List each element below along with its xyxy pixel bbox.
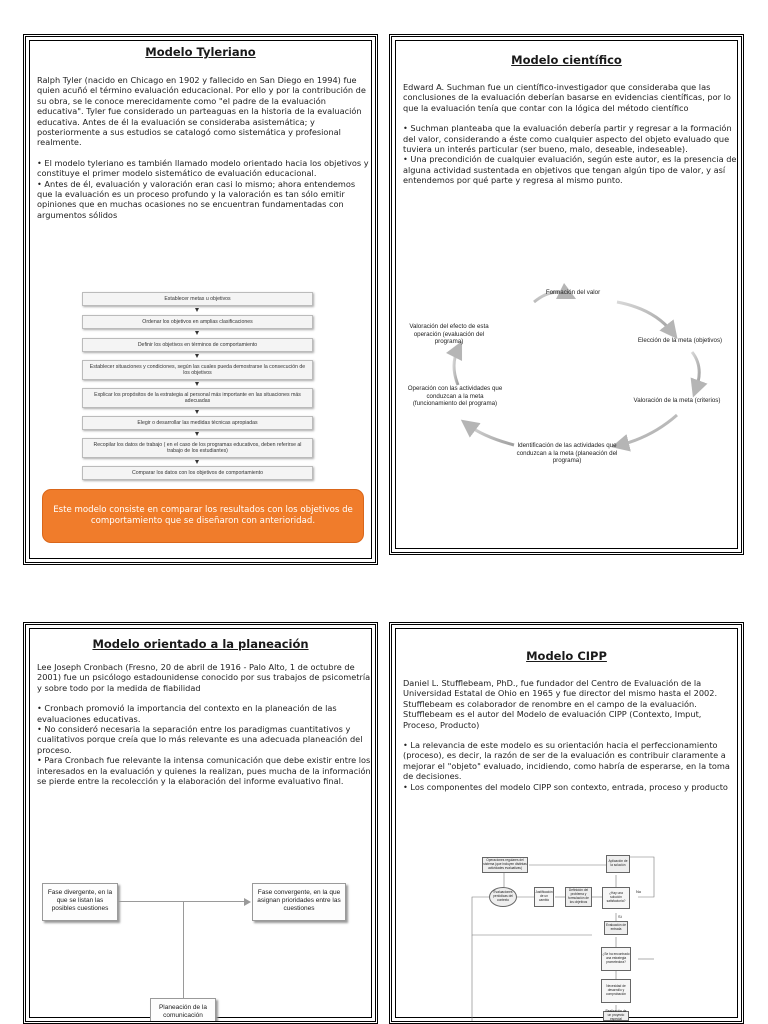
arrow-right-icon [244,898,251,906]
flow-node: Evaluaciones periódicas del contexto [489,887,517,907]
cycle-arrow [468,425,514,445]
cycle-label-left-bottom: Operación con las actividades que conduzcan a la meta (funcionamiento del programa) [407,385,503,408]
bullet-paragraph: • No consideró necesaria la separación entre los paradigmas cuantitativos y cualitativos porque creía que lo más relevante es una adecuada planeación del proceso. [37,724,363,755]
connector-line [118,901,244,902]
step-box: Explicar los propósitos de la estrategia al personal más importante en las situaciones más adecuadas [82,388,313,408]
flow-label-no: No [636,889,642,894]
intro-paragraph: Ralph Tyler (nacido en Chicago en 1902 y fallecido en San Diego en 1994) fue quien acuñó el término evaluación educacional. Por ello y por la contribución de su obra, se le conoce merecidamente como "el padre de la evaluación educativa". Tyler fue considerado un parteaguas en la historia de la evaluación educativa. Antes de él la evaluación se consideraba asistemática; y posteriormente a sus estudios se catalogó como sistemática y profesional realmente. [37,75,366,148]
cycle-arrow [617,302,672,332]
cycle-label-bottom: Identificación de las actividades que conduzcan a la meta (planeación del programa) [516,442,618,465]
intro-paragraph: Daniel L. Stufflebeam, PhD., fue fundador del Centro de Evaluación de la Universidad Estatal de Ohio en 1965 y fue director del mismo hasta el 2002. Stufflebeam es colaborador de renombre en el campo de la evaluación. Stufflebeam es el autor del Modelo de evaluación CIPP (Contexto, Imput, Proceso, Producto) [403,678,718,730]
arrow-down-icon [195,331,199,335]
card-modelo-tyleriano [23,34,378,565]
phase-box-communication: Planeación de la comunicación [150,998,216,1024]
bullet-paragraph: • El modelo tyleriano es también llamado modelo orientado hacia los objetivos y constituye el primer modelo sistemático de evaluación educacional. [37,157,369,179]
cycle-label-top: Formación del valor [545,289,601,296]
bullet-paragraph: • La relevancia de este modelo es su orientación hacia el perfeccionamiento (proceso), es decir, la razón de ser de la evaluación es contribuir claramente a mejorar el "objeto" evaluado, incidiendo, como habría de esperarse, en la toma de decisiones. [403,740,730,782]
card-body [37,75,369,220]
arrow-down-icon [195,460,199,464]
flow-node: ¿Se ha encontrado una estrategia prometedora? [601,947,631,971]
flow-label-si: Sí [618,914,622,919]
cycle-label-right-top: Elección de la meta (objetivos) [637,337,723,344]
intro-paragraph: Lee Joseph Cronbach (Fresno, 20 de abril de 1916 - Palo Alto, 1 de octubre de 2001) fue un psicólogo estadounidense conocido por sus trabajos de psicometría y sobre todo por la medida de fiabilidad [37,662,371,693]
flow-node: Necesidad de desarrollo y comprobación [601,979,631,1003]
step-box: Recopilar los datos de trabajo ( en el caso de los programas educativos, deben referirse al trabajo de los estudiantes) [82,438,313,458]
phase-box-divergent: Fase divergente, en la que se listan las posibles cuestiones [42,883,118,921]
card-modelo-cientifico [389,34,744,555]
bullet-paragraph: • Los componentes del modelo CIPP son contexto, entrada, proceso y producto [403,781,728,792]
bullet-paragraph: • Suchman planteaba que la evaluación debería partir y regresar a la formación del valor, considerando a éste como cualquier aspecto del objeto evaluado que tuviera un interés particular (ser bueno, malo, deseable, indeseable). [403,123,732,155]
flow-node: Evaluación de entrada [604,921,628,935]
summary-callout: Este modelo consiste en comparar los resultados con los objetivos de comportamiento que se diseñaron con anterioridad. [42,489,364,543]
flow-node: Realización de un proyecto especial [603,1011,629,1021]
bullet-paragraph: • Antes de él, evaluación y valoración eran casi lo mismo; ahora entendemos que la evaluación es un proceso profundo y la valoración es tan sólo emitir opiniones que en muchas ocasiones no se encuentran fundamentadas con argumentos sólidos [37,178,356,220]
flow-node: Definición del problema y formulación de los objetivos [565,887,592,907]
step-box: Comparar los datos con los objetivos de comportamiento [82,466,313,480]
arrow-down-icon [195,308,199,312]
card-title: Modelo CIPP [526,649,607,663]
arrow-down-icon [195,354,199,358]
flow-node: Aplicación de la solución [606,855,630,873]
bullet-paragraph: • Para Cronbach fue relevante la intensa comunicación que debe existir entre los interesados en la evaluación y quienes la realizan, pues mucha de la información se pierde entre la recolección y la elaboración del informe evaluativo final. [37,755,371,787]
flow-node: ¿Hay una solución satisfactoria? [602,887,630,909]
step-box: Definir los objetivos en términos de comportamiento [82,338,313,352]
card-title: Modelo orientado a la planeación [92,637,309,651]
step-box: Elegir o desarrollar las medidas técnicas apropiadas [82,416,313,430]
card-title: Modelo científico [511,53,622,67]
card-modelo-cipp [389,622,744,1024]
cycle-arrow [454,349,458,385]
step-box: Establecer metas u objetivos [82,292,313,306]
bullet-paragraph: • Cronbach promovió la importancia del contexto en la planeación de las evaluaciones educativas. [37,703,337,724]
cycle-label-right-bottom: Valoración de la meta (criterios) [633,397,721,404]
connector-line [183,902,184,998]
bullet-paragraph: • Una precondición de cualquier evaluación, según este autor, es la presencia de alguna actividad sustentada en objetivos que tengan algún tipo de valor, y así entendemos por qué parte y regresa al mismo punto. [403,154,737,186]
cycle-arrow [692,352,699,389]
flow-node: Operaciones regulares del sistema (que incluyen distintas actividades evaluativas) [482,857,528,873]
step-box: Ordenar los objetivos en amplias clasificaciones [82,315,313,329]
arrow-down-icon [195,432,199,436]
flow-node: Justificación de un cambio [534,887,554,907]
arrow-down-icon [195,382,199,386]
phase-box-convergent: Fase convergente, en la que asignan prioridades entre las cuestiones [252,883,346,921]
intro-paragraph: Edward A. Suchman fue un científico-investigador que consideraba que las conclusiones de la evaluación deberían basarse en evidencias científicas, por lo que la evaluación tenía que contar con la lógica del método científico [403,82,731,113]
cycle-label-left-top: Valoración del efecto de esta operación (evaluación del programa) [409,323,489,346]
cycle-arrow [620,415,677,445]
card-title: Modelo Tyleriano [145,45,256,59]
cipp-flowchart-lines [392,625,744,1024]
arrow-down-icon [195,410,199,414]
card-body [37,662,371,786]
step-box: Establecer situaciones y condiciones, según las cuales pueda demostrarse la consecución de los objetivos [82,360,313,380]
card-modelo-planeacion [23,622,378,1024]
